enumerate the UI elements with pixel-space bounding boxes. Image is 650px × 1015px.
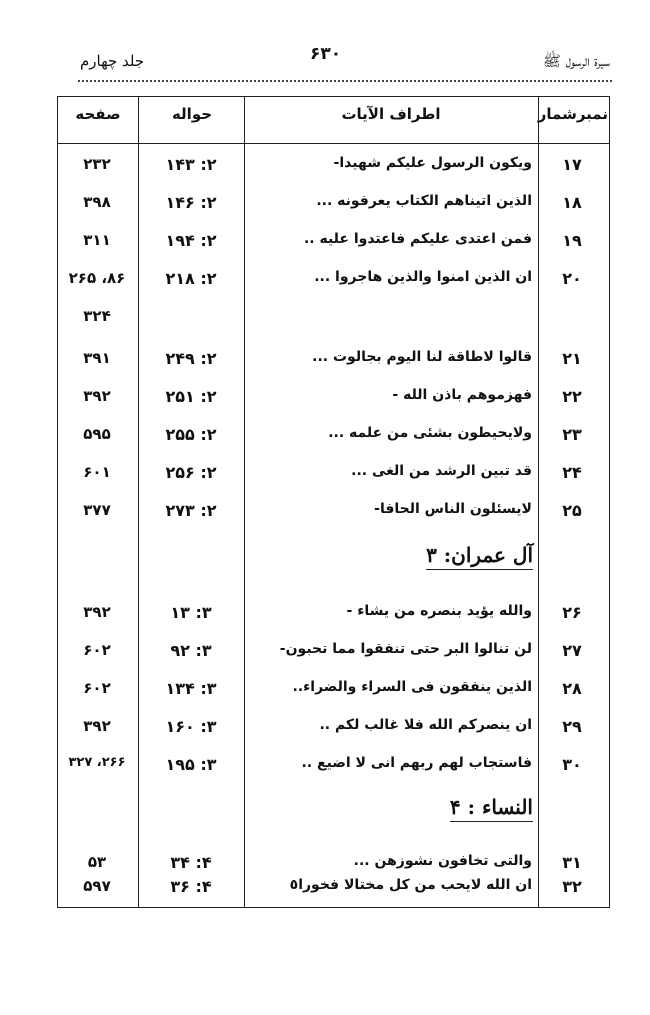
- row-number: ۲۲: [562, 387, 582, 406]
- table-row: [58, 869, 608, 907]
- verse-index-table: [57, 96, 610, 908]
- verse-text: فمن اعتدى عليكم فاعتدوا عليه ..: [303, 231, 532, 247]
- verse-text: ان الذين امنوا والذين هاجروا ...: [314, 269, 532, 285]
- table-row: [58, 147, 608, 185]
- page-number: ۶۳۰: [310, 44, 342, 64]
- verse-reference: ۲: ۲۵۱: [165, 387, 217, 406]
- table-row: [58, 595, 608, 633]
- page-ref: ۳۹۲: [83, 387, 111, 405]
- page-ref: ۶۰۲: [83, 641, 111, 659]
- verse-text: ولايحيطون بشئى من علمه ...: [328, 425, 532, 441]
- row-number: ۱۸: [562, 193, 582, 212]
- page-ref: ۵۹۷: [83, 877, 111, 895]
- header-page: صفحه: [75, 105, 121, 123]
- verse-text: والتى تخافون نشوزهن ...: [353, 853, 532, 869]
- verse-reference: ۳: ۹۲: [170, 641, 212, 660]
- page-ref: ۳۷۷: [83, 501, 111, 519]
- verse-text: والله يؤيد بنصره من يشاء -: [346, 603, 532, 619]
- verse-reference: ۲: ۲۵۶: [165, 463, 217, 482]
- table-row: [58, 455, 608, 493]
- table-row: [58, 747, 608, 785]
- verse-reference: ۳: ۱۳: [170, 603, 212, 622]
- verse-text: الذين اتيناهم الكتاب يعرفونه ...: [316, 193, 532, 209]
- page-ref: ۳۹۲: [83, 717, 111, 735]
- verse-reference: ۲: ۱۴۶: [165, 193, 217, 212]
- page-ref: ۸۶، ۲۶۵: [68, 269, 126, 287]
- row-number: ۲۵: [562, 501, 582, 520]
- table-row: [58, 223, 608, 261]
- verse-reference: ۳: ۱۹۵: [165, 755, 217, 774]
- row-number: ۲۹: [562, 717, 582, 736]
- verse-reference: ۳: ۱۳۴: [165, 679, 217, 698]
- page-ref: ۶۰۲: [83, 679, 111, 697]
- table-row: [58, 633, 608, 671]
- verse-reference: ۳: ۱۶۰: [165, 717, 217, 736]
- verse-text: ان الله لايحب من كل مختالا فخورا٥: [289, 877, 532, 893]
- page-ref: ۵۹۵: [83, 425, 111, 443]
- row-number: ۲۱: [562, 349, 582, 368]
- row-number: ۳۲: [562, 877, 582, 896]
- row-number: ۳۰: [562, 755, 582, 774]
- page-ref: ۳۹۱: [83, 349, 111, 367]
- table-row: [58, 185, 608, 223]
- verse-text: لايسئلون الناس الحافا-: [374, 501, 532, 517]
- page-ref: ۲۶۶، ۳۲۷: [68, 755, 126, 770]
- volume-label: جلد چهارم: [80, 52, 145, 70]
- page-ref: ۳۱۱: [83, 231, 111, 249]
- verse-text: قد تبين الرشد من الغى ...: [351, 463, 532, 479]
- page-ref: ۳۹۲: [83, 603, 111, 621]
- header-divider: [78, 80, 612, 82]
- verse-reference: ۲: ۱۴۳: [165, 155, 217, 174]
- book-title: سیرۃ الرسول ﷺ: [542, 52, 610, 70]
- verse-text: ويكون الرسول عليكم شهيدا-: [333, 155, 532, 171]
- verse-text: ان ينصركم الله فلا غالب لكم ..: [319, 717, 532, 733]
- verse-reference: ۴: ۳۴: [170, 853, 212, 872]
- table-row: [58, 417, 608, 455]
- table-row: [58, 671, 608, 709]
- page-ref: ۳۲۴: [83, 307, 111, 325]
- row-number: ۲۳: [562, 425, 582, 444]
- verse-reference: ۲: ۲۴۹: [165, 349, 217, 368]
- verse-reference: ۲: ۱۹۴: [165, 231, 217, 250]
- page-ref: ۲۳۲: [83, 155, 111, 173]
- verse-reference: ۲: ۲۷۳: [165, 501, 217, 520]
- verse-reference: ۲: ۲۱۸: [165, 269, 217, 288]
- verse-text: لن تنالوا البر حتى تنفقوا مما تحبون-: [279, 641, 532, 657]
- table-row: [58, 493, 608, 531]
- verse-text: فاستجاب لهم ربهم انى لا اضيع ..: [301, 755, 532, 771]
- header-reference: حواله: [171, 105, 213, 123]
- verse-text: الذين ينفقون فى السراء والضراء..: [292, 679, 532, 695]
- row-number: ۳۱: [562, 853, 582, 872]
- surah-heading-al-imran: آل عمران: ۳: [426, 543, 533, 570]
- row-number: ۱۹: [562, 231, 582, 250]
- page-ref: ۳۹۸: [83, 193, 111, 211]
- page-ref: ۵۳: [87, 853, 107, 871]
- table-row: [58, 261, 608, 299]
- row-number: ۱۷: [562, 155, 582, 174]
- row-number: ۲۶: [562, 603, 582, 622]
- row-number: ۲۷: [562, 641, 582, 660]
- verse-text: فهزموهم باذن الله -: [392, 387, 532, 403]
- verse-reference: ۴: ۳۶: [170, 877, 212, 896]
- table-row: [58, 709, 608, 747]
- table-row-continuation: [58, 299, 608, 337]
- row-number: ۲۰: [562, 269, 582, 288]
- surah-heading-an-nisa: النساء : ۴: [450, 795, 533, 822]
- header-verses: اطراف الآيات: [341, 105, 441, 123]
- row-number: ۲۸: [562, 679, 582, 698]
- row-number: ۲۴: [562, 463, 582, 482]
- verse-reference: ۲: ۲۵۵: [165, 425, 217, 444]
- header-row-divider: [58, 143, 609, 144]
- table-row: [58, 341, 608, 379]
- page-header: [80, 44, 610, 84]
- table-row: [58, 379, 608, 417]
- page-ref: ۶۰۱: [83, 463, 111, 481]
- verse-text: قالوا لاطاقة لنا اليوم بجالوت ...: [312, 349, 532, 365]
- header-number: نمبرشمار: [537, 105, 608, 123]
